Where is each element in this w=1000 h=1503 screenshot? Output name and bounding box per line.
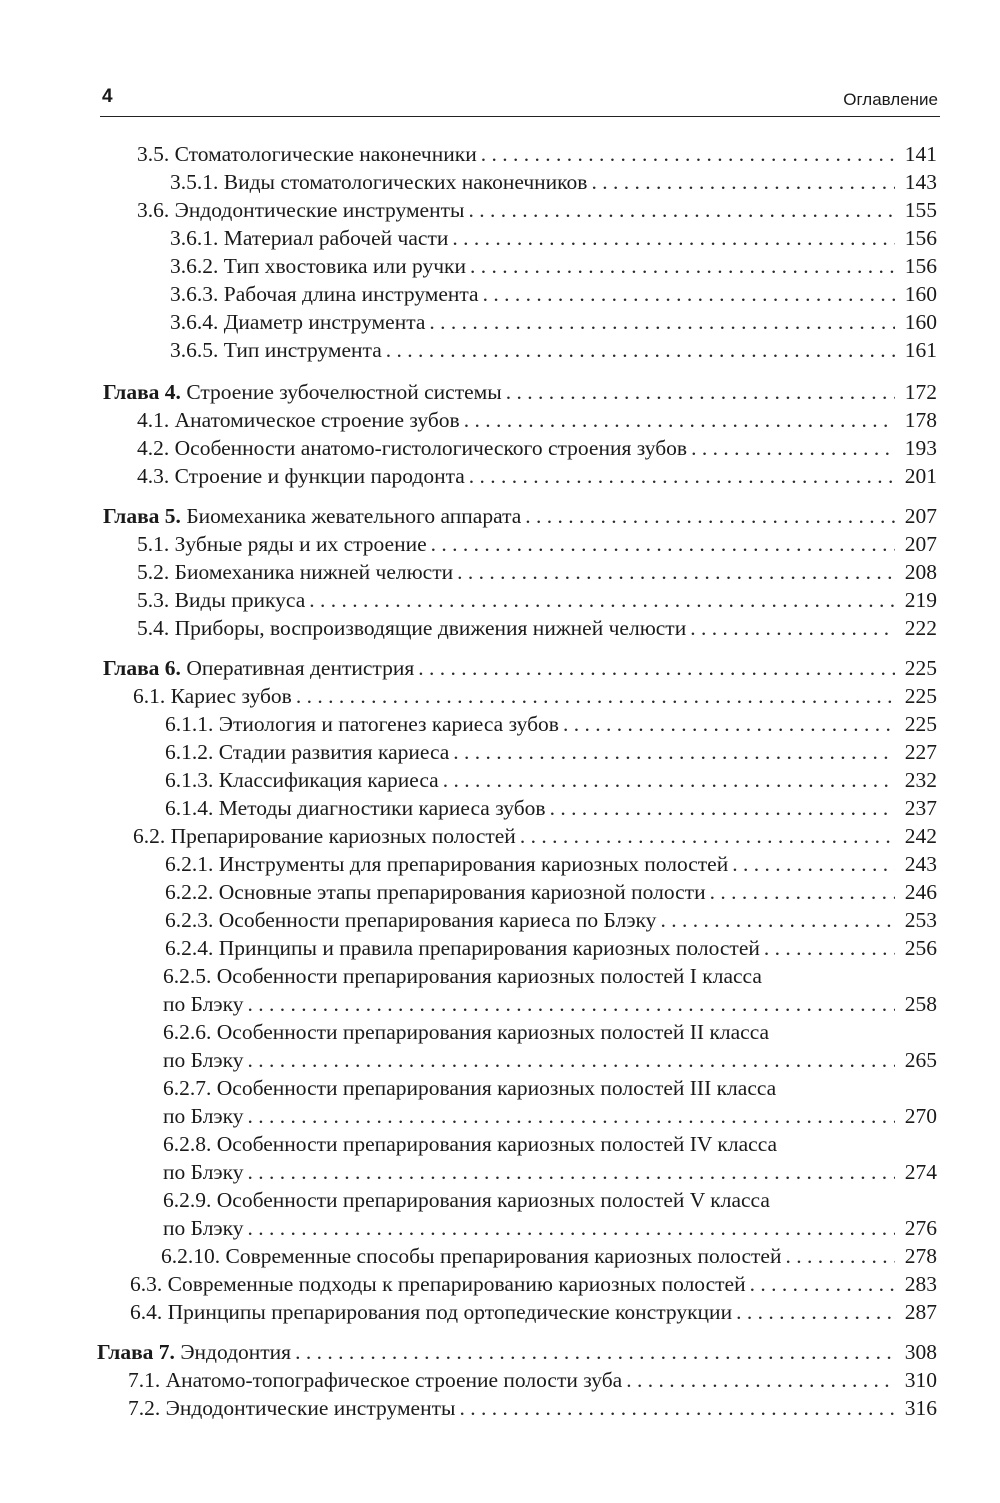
toc-page-number: 156 bbox=[904, 254, 937, 278]
toc-chapter-4: Глава 4. Строение зубочелюстной системы . . . 172 bbox=[103, 378, 937, 406]
toc-page-number: 160 bbox=[904, 282, 937, 306]
toc-page-number: 265 bbox=[904, 1048, 937, 1072]
toc-entry-3-6-5: 3.6.5. Тип инструмента . . . 161 bbox=[170, 336, 937, 364]
toc-entry-6-2-8: 6.2.8. Особенности препарирования кариозных полостей IV класса по Блэку . . . 274 bbox=[163, 1130, 937, 1186]
toc-entry-6-2-4: 6.2.4. Принципы и правила препарирования кариозных полостей . . . 256 bbox=[165, 934, 937, 962]
page-number: 4 bbox=[102, 86, 113, 107]
toc-entry-6-2: 6.2. Препарирование кариозных полостей . . . 242 bbox=[133, 822, 937, 850]
toc-page-number: 242 bbox=[904, 824, 937, 848]
toc-entry-3-6-3: 3.6.3. Рабочая длина инструмента . . . 160 bbox=[170, 280, 937, 308]
toc-page-number: 207 bbox=[904, 532, 937, 556]
toc-chapter-5: Глава 5. Биомеханика жевательного аппарата . . . 207 bbox=[103, 502, 937, 530]
toc-entry-6-1-4: 6.1.4. Методы диагностики кариеса зубов . . . 237 bbox=[165, 794, 937, 822]
toc-page-number: 283 bbox=[904, 1272, 937, 1296]
running-head bbox=[100, 82, 940, 117]
toc-entry-4-2: 4.2. Особенности анатомо-гистологического строения зубов . . . 193 bbox=[137, 434, 937, 462]
toc-entry-3-5-1: 3.5.1. Виды стоматологических наконечников . . . 143 bbox=[170, 168, 937, 196]
toc-entry-6-2-1: 6.2.1. Инструменты для препарирования кариозных полостей . . . 243 bbox=[165, 850, 937, 878]
toc-entry-6-2-2: 6.2.2. Основные этапы препарирования кариозной полости . . . 246 bbox=[165, 878, 937, 906]
toc-page-number: 246 bbox=[904, 880, 937, 904]
toc-page-number: 274 bbox=[904, 1160, 937, 1184]
toc-page-number: 253 bbox=[904, 908, 937, 932]
toc-page-number: 232 bbox=[904, 768, 937, 792]
toc-entry-3-6-4: 3.6.4. Диаметр инструмента . . . 160 bbox=[170, 308, 937, 336]
toc-page-number: 225 bbox=[904, 656, 937, 680]
toc-page-number: 278 bbox=[904, 1244, 937, 1268]
toc-entry-5-1: 5.1. Зубные ряды и их строение . . . 207 bbox=[137, 530, 937, 558]
chapter-label: Глава 7. bbox=[97, 1340, 175, 1364]
section-title: Оглавление bbox=[843, 90, 938, 109]
toc-entry-6-1: 6.1. Кариес зубов . . . 225 bbox=[133, 682, 937, 710]
toc-page-number: 208 bbox=[904, 560, 937, 584]
toc-page-number: 160 bbox=[904, 310, 937, 334]
toc-page-number: 243 bbox=[904, 852, 937, 876]
toc-page-number: 225 bbox=[904, 684, 937, 708]
toc-entry-4-3: 4.3. Строение и функции пародонта . . . 201 bbox=[137, 462, 937, 490]
toc-entry-4-1: 4.1. Анатомическое строение зубов . . . 178 bbox=[137, 406, 937, 434]
toc-page-number: 143 bbox=[904, 170, 937, 194]
toc-page-number: 256 bbox=[904, 936, 937, 960]
toc-entry-7-1: 7.1. Анатомо-топографическое строение полости зуба . . . 310 bbox=[128, 1366, 937, 1394]
toc-entry-3-5: 3.5. Стоматологические наконечники . . . 141 bbox=[137, 140, 937, 168]
toc-page-number: 156 bbox=[904, 226, 937, 250]
toc-entry-6-2-3: 6.2.3. Особенности препарирования кариеса по Блэку . . . 253 bbox=[165, 906, 937, 934]
toc-chapter-7: Глава 7. Эндодонтия . . . 308 bbox=[97, 1338, 937, 1366]
toc-entry-6-4: 6.4. Принципы препарирования под ортопедические конструкции . . . 287 bbox=[130, 1298, 937, 1326]
toc-page-number: 161 bbox=[904, 338, 937, 362]
toc-page-number: 258 bbox=[904, 992, 937, 1016]
toc-page-number: 276 bbox=[904, 1216, 937, 1240]
toc-entry-5-4: 5.4. Приборы, воспроизводящие движения нижней челюсти . . . 222 bbox=[137, 614, 937, 642]
toc-entry-6-1-1: 6.1.1. Этиология и патогенез кариеса зубов . . . 225 bbox=[165, 710, 937, 738]
toc-page-number: 141 bbox=[904, 142, 937, 166]
toc-page-number: 287 bbox=[904, 1300, 937, 1324]
toc-entry-6-3: 6.3. Современные подходы к препарированию кариозных полостей . . . 283 bbox=[130, 1270, 937, 1298]
toc-entry-6-1-2: 6.1.2. Стадии развития кариеса . . . 227 bbox=[165, 738, 937, 766]
toc-page-number: 225 bbox=[904, 712, 937, 736]
toc-page-number: 237 bbox=[904, 796, 937, 820]
chapter-label: Глава 4. bbox=[103, 380, 181, 404]
toc-page-number: 201 bbox=[904, 464, 937, 488]
toc-page-number: 172 bbox=[904, 380, 937, 404]
toc-entry-7-2: 7.2. Эндодонтические инструменты . . . 316 bbox=[128, 1394, 937, 1422]
toc-entry-6-2-7: 6.2.7. Особенности препарирования кариозных полостей III класса по Блэку . . . 270 bbox=[163, 1074, 937, 1130]
toc-entry-5-3: 5.3. Виды прикуса . . . 219 bbox=[137, 586, 937, 614]
toc-page-number: 219 bbox=[904, 588, 937, 612]
toc-page-number: 270 bbox=[904, 1104, 937, 1128]
toc-page-number: 227 bbox=[904, 740, 937, 764]
toc-page-number: 193 bbox=[904, 436, 937, 460]
toc-entry-3-6-2: 3.6.2. Тип хвостовика или ручки . . . 156 bbox=[170, 252, 937, 280]
toc-entry-6-2-9: 6.2.9. Особенности препарирования кариозных полостей V класса по Блэку . . . 276 bbox=[163, 1186, 937, 1242]
toc-entry-6-2-5: 6.2.5. Особенности препарирования кариозных полостей I класса по Блэку . . . 258 bbox=[163, 962, 937, 1018]
chapter-label: Глава 6. bbox=[103, 656, 181, 680]
toc-page-number: 316 bbox=[904, 1396, 937, 1420]
chapter-label: Глава 5. bbox=[103, 504, 181, 528]
toc-page-number: 207 bbox=[904, 504, 937, 528]
toc-chapter-6: Глава 6. Оперативная дентистрия . . . 225 bbox=[103, 654, 937, 682]
toc-entry-6-2-10: 6.2.10. Современные способы препарирования кариозных полостей . . . 278 bbox=[161, 1242, 937, 1270]
toc-entry-6-2-6: 6.2.6. Особенности препарирования кариозных полостей II класса по Блэку . . . 265 bbox=[163, 1018, 937, 1074]
toc-page-number: 310 bbox=[904, 1368, 937, 1392]
toc-page-number: 178 bbox=[904, 408, 937, 432]
toc-page-number: 222 bbox=[904, 616, 937, 640]
toc-page-number: 308 bbox=[904, 1340, 937, 1364]
toc-entry-3-6: 3.6. Эндодонтические инструменты . . . 155 bbox=[137, 196, 937, 224]
toc-entry-5-2: 5.2. Биомеханика нижней челюсти . . . 208 bbox=[137, 558, 937, 586]
toc-entry-6-1-3: 6.1.3. Классификация кариеса . . . 232 bbox=[165, 766, 937, 794]
toc-entry-3-6-1: 3.6.1. Материал рабочей части . . . 156 bbox=[170, 224, 937, 252]
toc-page-number: 155 bbox=[904, 198, 937, 222]
